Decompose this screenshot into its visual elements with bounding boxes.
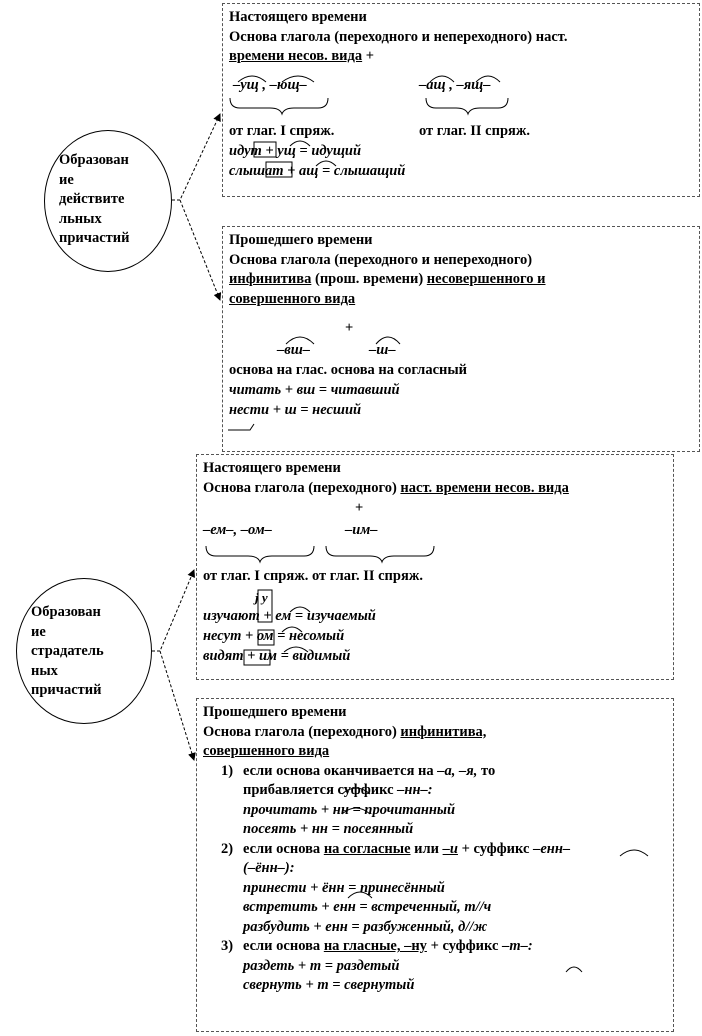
passive-past-title: Прошедшего времени <box>203 704 347 720</box>
passive-past-line2: совершенного вида <box>203 743 330 759</box>
active-present-label-2: от глаг. II спряж. <box>419 123 530 139</box>
active-past-line2 <box>229 270 693 290</box>
passive-past-item-1-line2-a: прибавляется суффикс <box>243 782 398 798</box>
passive-present-suffix-1: –ем–, –ом– <box>203 522 272 538</box>
passive-present-line1-underlined: наст. времени несов. вида <box>400 479 569 496</box>
passive-past-item-2-example-3: разбудить + енн = разбуженный, д//ж <box>243 918 488 935</box>
active-present-label-1: от глаг. I спряж. <box>229 123 335 139</box>
passive-present-line1-start: Основа глагола (переходного) <box>203 479 401 496</box>
active-participles-circle <box>44 130 172 272</box>
passive-participles-circle-label: Образован ие страдатель ных причастий <box>31 604 104 698</box>
passive-arrow-to-present <box>152 570 194 651</box>
passive-present-plus: + <box>355 500 364 516</box>
active-past-line2-middle: (прош. времени) <box>311 271 427 287</box>
passive-past-item-2-number: 2) <box>221 840 234 857</box>
passive-past-item-2 <box>203 840 667 860</box>
passive-past-item-1-number: 1) <box>221 762 234 779</box>
active-past-line1: Основа глагола (переходного и непереходного) <box>229 251 533 268</box>
active-past-suffix-2: –ш– <box>369 342 396 358</box>
passive-present-jy: j у <box>255 590 268 605</box>
active-past-suffix-1: –вш– <box>277 342 311 358</box>
passive-past-item-3 <box>203 937 667 957</box>
passive-past-item-1-text-c: то <box>477 762 496 779</box>
active-arrow-to-past <box>180 200 220 300</box>
passive-past-item-3-number: 3) <box>221 938 234 954</box>
passive-past-item-1 <box>203 762 667 782</box>
passive-present-title: Настоящего времени <box>203 460 341 476</box>
passive-past-item-1-line2 <box>203 781 667 801</box>
passive-arrow-to-past <box>160 651 194 760</box>
active-present-box <box>222 3 700 197</box>
active-present-line2 <box>229 47 693 67</box>
passive-past-item-1-line2-b: –нн–: <box>397 782 433 798</box>
active-past-example-1: читать + вш = читавший <box>229 382 400 398</box>
passive-past-item-3-text-a: если основа <box>243 938 324 954</box>
active-present-suffix-2: –ащ , –ящ– <box>419 77 491 93</box>
passive-past-item-2-line2: (–ённ–): <box>243 860 295 876</box>
active-past-labels: основа на глас. основа на согласный <box>229 362 468 378</box>
active-present-suffix-1: –ущ , –ющ– <box>233 77 307 93</box>
active-present-example-1: идут + ущ = идущий <box>229 143 362 159</box>
passive-past-item-2-text-f: –енн– <box>533 840 571 857</box>
active-present-line1: Основа глагола (переходного и непереходного) наст. <box>229 28 568 45</box>
active-arrow-to-present <box>172 114 220 200</box>
active-participles-circle-label: Образован ие действите льных причастий <box>59 152 130 246</box>
active-past-plus: + <box>345 320 354 336</box>
passive-present-line1 <box>203 479 667 499</box>
active-past-line2-underlined-1: инфинитива <box>229 271 312 287</box>
active-past-title: Прошедшего времени <box>229 232 373 248</box>
active-present-title: Настоящего времени <box>229 9 367 25</box>
passive-past-item-1-example-2: посеять + нн = посеянный <box>243 821 414 837</box>
active-present-line2-underlined: времени несов. вида <box>229 48 363 64</box>
passive-past-item-3-text-b: на гласные, –ну <box>323 938 427 954</box>
passive-past-box <box>196 698 674 1032</box>
passive-past-item-3-text-d: –т–: <box>502 938 533 954</box>
active-past-box <box>222 226 700 452</box>
passive-past-item-1-text-a: если основа оканчивается на <box>243 762 438 779</box>
passive-present-suffix-2: –им– <box>345 522 378 538</box>
active-past-line2-underlined-2: несовершенного и <box>426 271 546 287</box>
active-past-example-2: нести + ш = несший <box>229 402 362 418</box>
passive-present-box <box>196 454 674 680</box>
passive-past-item-2-text-b: на согласные <box>323 840 411 857</box>
passive-present-labels: от глаг. I спряж. от глаг. II спряж. <box>203 568 423 584</box>
passive-past-item-2-text-d: –и <box>442 840 458 857</box>
passive-past-line1-start: Основа глагола (переходного) <box>203 723 401 740</box>
active-present-line2-rest: + <box>362 48 375 64</box>
passive-present-example-1: изучают + ем = изучаемый <box>203 608 376 624</box>
passive-past-item-2-example-1: принести + ённ = принесённый <box>243 879 445 896</box>
passive-past-item-2-example-2: встретить + енн = встреченный, т//ч <box>243 899 492 915</box>
passive-past-item-3-example-2: свернуть + т = свернутый <box>243 977 415 993</box>
active-past-line3: совершенного вида <box>229 290 356 307</box>
passive-past-item-2-text-c: или <box>410 840 443 857</box>
passive-past-item-2-text-a: если основа <box>243 840 321 857</box>
passive-past-item-3-text-c: + суффикс <box>426 938 503 954</box>
passive-past-item-3-example-1: раздеть + т = раздетый <box>243 957 400 974</box>
passive-participles-circle <box>16 578 152 724</box>
passive-past-item-1-example-1: прочитать + нн = прочитанный <box>243 801 456 818</box>
passive-past-item-1-text-b: –а, –я, <box>437 762 478 779</box>
passive-past-item-2-text-e: + суффикс <box>457 840 534 857</box>
passive-present-example-2: несут + ом = несомый <box>203 628 345 644</box>
passive-past-line1-underlined: инфинитива, <box>400 723 487 740</box>
active-present-example-2: слышат + ащ = слышащий <box>229 163 406 179</box>
passive-present-example-3: видят + им = видимый <box>203 648 351 664</box>
passive-past-line1 <box>203 723 667 743</box>
